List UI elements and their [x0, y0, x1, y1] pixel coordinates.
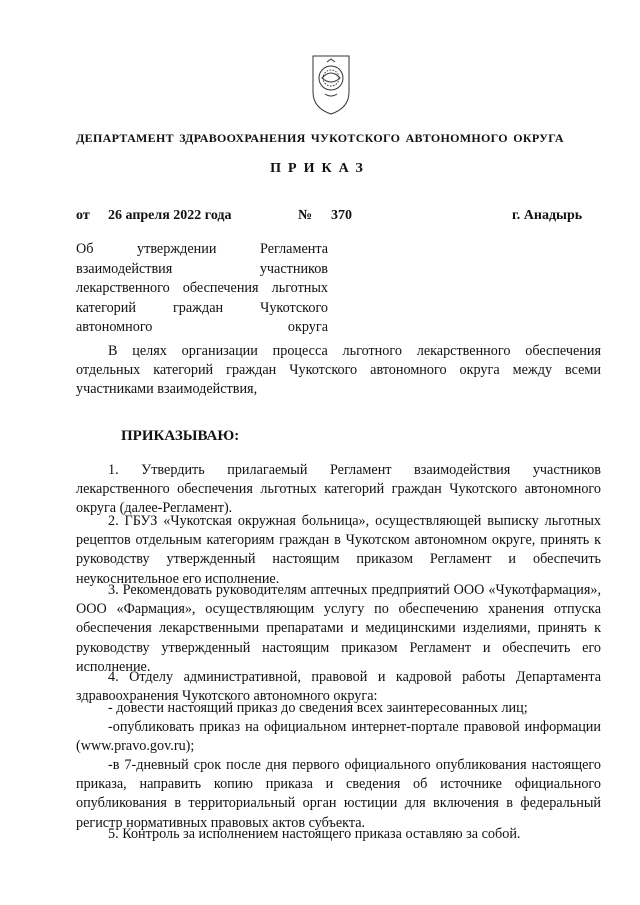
order-subitem-register: -в 7-дневный срок после дня первого официального опубликования настоящего приказа, направить копию приказа и сведения об источнике официального опубликования в территориальный орган юстиции для включения в федеральный регистр нормативных правовых актов субъекта.	[76, 757, 601, 831]
document-subject: Об утверждении Регламента взаимодействия участников лекарственного обеспечения льготных категорий граждан Чукотского автономного округа	[76, 241, 328, 335]
order-subitem-publish: -опубликовать приказ на официальном интернет-портале правовой информации (www.pravo.gov.ru);	[76, 719, 601, 755]
order-item-4: 4. Отделу административной, правовой и кадровой работы Департамента здравоохранения Чукотского автономного округа:	[76, 669, 601, 705]
order-item-3: 3. Рекомендовать руководителям аптечных предприятий ООО «Чукотфармация», ООО «Фармация», осуществляющим услугу по обеспечению хранения отпуска обеспечения лекарственными препаратами и медицинскими изделиями, принять к руководству утвержденный настоящим приказом Регламент и обеспечить его исполнение.	[76, 582, 601, 675]
document-date: 26 апреля 2022 года	[108, 208, 232, 223]
order-heading: ПРИКАЗЫВАЮ:	[121, 428, 240, 444]
order-item-1: 1. Утвердить прилагаемый Регламент взаимодействия участников лекарственного обеспечения льготных категорий граждан Чукотского автономного округа (далее-Регламент).	[76, 462, 601, 517]
preamble-paragraph: В целях организации процесса льготного лекарственного обеспечения отдельных категорий граждан Чукотского автономного округа между всеми участниками взаимодействия,	[76, 343, 601, 398]
document-number: 370	[331, 208, 352, 223]
number-label: №	[298, 208, 313, 223]
order-item-2: 2. ГБУЗ «Чукотская окружная больница», осуществляющей выписку льготных рецептов отдельным категориям граждан в Чукотском автономном округе, принять к руководству утвержденный настоящим приказом Регламент и обеспечить неукоснительное его исполнение.	[76, 513, 601, 587]
department-name: ДЕПАРТАМЕНТ ЗДРАВООХРАНЕНИЯ ЧУКОТСКОГО АВТОНОМНОГО ОКРУГА	[76, 131, 564, 145]
document-type: ПРИКАЗ	[270, 161, 370, 176]
order-subitem-notify: - довести настоящий приказ до сведения всех заинтересованных лиц;	[108, 700, 528, 716]
date-from-label: от	[76, 208, 90, 223]
order-item-5: 5. Контроль за исполнением настоящего приказа оставляю за собой.	[108, 826, 521, 842]
document-city: г. Анадырь	[512, 208, 583, 223]
coat-of-arms-icon	[309, 48, 353, 118]
